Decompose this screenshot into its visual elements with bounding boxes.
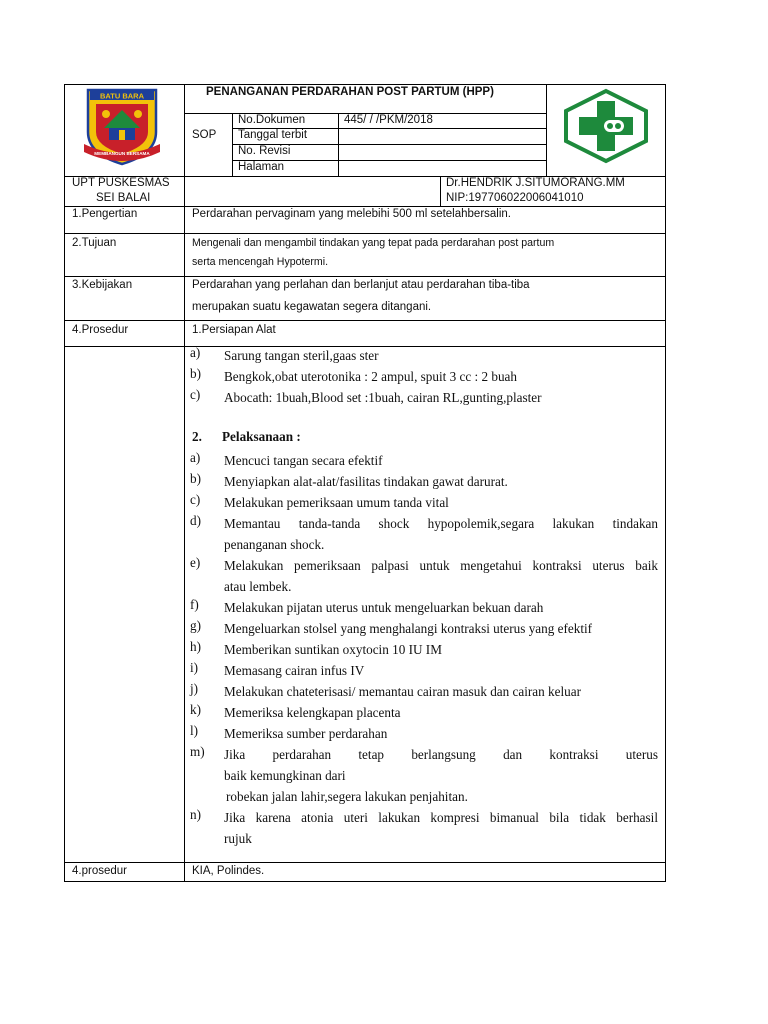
list-marker: a) — [190, 345, 201, 360]
list-marker: f) — [190, 597, 199, 612]
footer-prosedur-text: KIA, Polindes. — [192, 865, 265, 877]
list-marker: k) — [190, 702, 201, 717]
field-label-tanggal-terbit: Tanggal terbit — [238, 129, 308, 141]
signer-name: Dr.HENDRIK J.SITUMORANG.MM — [446, 177, 625, 189]
list-text: Menyiapkan alat-alat/fasilitas tindakan gawat darurat. — [224, 474, 508, 489]
list-marker: d) — [190, 513, 201, 528]
list-marker: b) — [190, 366, 201, 381]
field-value-no-dokumen: 445/ / /PKM/2018 — [344, 114, 433, 126]
table-border-left — [64, 84, 65, 881]
list-text: Melakukan pijatan uterus untuk mengeluarkan bekuan darah — [224, 600, 544, 615]
kebijakan-text-line1: Perdarahan yang perlahan dan berlanjut atau perdarahan tiba-tiba — [192, 279, 530, 291]
list-marker: a) — [190, 450, 201, 465]
list-text: Memeriksa sumber perdarahan — [224, 726, 388, 741]
list-text: Bengkok,obat uterotonika : 2 ampul, spuit 3 cc : 2 buah — [224, 369, 518, 384]
label-column-divider — [184, 84, 185, 881]
list-marker: c) — [190, 387, 201, 402]
list-marker: m) — [190, 744, 205, 759]
org-name-line1: UPT PUSKESMAS — [72, 177, 170, 189]
list-text: Memantau tanda-tanda shock hypopolemik,segara lakukan tindakan — [224, 516, 658, 531]
list-text: Melakukan pemeriksaan umum tanda vital — [224, 495, 449, 510]
list-text: baik kemungkinan dari — [224, 768, 346, 783]
list-marker: b) — [190, 471, 201, 486]
kebijakan-label: 3.Kebijakan — [72, 279, 133, 291]
list-text: Mencuci tangan secara efektif — [224, 453, 383, 468]
list-text: atau lembek. — [224, 579, 292, 594]
crest-banner: MEMBANGUN BERSAMA — [94, 151, 150, 156]
list-marker: j) — [190, 681, 199, 696]
row-line-1 — [64, 233, 666, 234]
pelaksanaan-number: 2. — [192, 429, 202, 444]
list-marker: i) — [190, 660, 199, 675]
list-marker: h) — [190, 639, 201, 654]
table-border-bottom — [64, 881, 666, 882]
signer-divider — [440, 176, 441, 206]
list-text: Melakukan chateterisasi/ memantau cairan masuk dan cairan keluar — [224, 684, 582, 699]
tujuan-text-line1: Mengenali dan mengambil tindakan yang tepat pada perdarahan post partum — [192, 237, 555, 249]
list-text: Memasang cairan infus IV — [224, 663, 365, 678]
list-text: Jika karena atonia uteri lakukan kompresi bimanual bila tidak berhasil — [224, 810, 658, 825]
list-text: penanganan shock. — [224, 537, 325, 552]
row-line-3 — [64, 320, 666, 321]
field-label-no-revisi: No. Revisi — [238, 145, 291, 157]
signer-nip: NIP:197706022006041010 — [446, 192, 584, 204]
list-text: Sarung tangan steril,gaas ster — [224, 348, 379, 363]
list-marker: g) — [190, 618, 201, 633]
kebijakan-text-line2: merupakan suatu kegawatan segera ditangani. — [192, 301, 432, 313]
list-text: Memeriksa kelengkapan placenta — [224, 705, 401, 720]
row-line-5 — [64, 862, 666, 863]
list-text: rujuk — [224, 831, 252, 846]
list-text: robekan jalan lahir,segera lakukan penjahitan. — [226, 789, 468, 804]
field-label-halaman: Halaman — [238, 161, 285, 173]
tujuan-text-line2: serta mencengah Hypotermi. — [192, 256, 329, 268]
list-marker: c) — [190, 492, 201, 507]
table-border-right — [665, 84, 666, 881]
tujuan-label: 2.Tujuan — [72, 237, 117, 249]
pengertian-label: 1.Pengertian — [72, 208, 138, 220]
persiapan-alat-heading: 1.Persiapan Alat — [192, 324, 276, 336]
document-title: PENANGANAN PERDARAHAN POST PARTUM (HPP) — [206, 86, 494, 98]
list-marker: e) — [190, 555, 201, 570]
pelaksanaan-heading: Pelaksanaan : — [222, 429, 301, 444]
logo-column-divider — [546, 84, 547, 176]
prosedur-label: 4.Prosedur — [72, 324, 129, 336]
sop-label: SOP — [192, 129, 217, 141]
list-text: Abocath: 1buah,Blood set :1buah, cairan RL,gunting,plaster — [224, 390, 542, 405]
row-line-2 — [64, 276, 666, 277]
table-border-top — [64, 84, 666, 85]
org-name-line2: SEI BALAI — [96, 192, 151, 204]
field-label-no-dokumen: No.Dokumen — [238, 114, 306, 126]
list-marker: n) — [190, 807, 201, 822]
list-text: Mengeluarkan stolsel yang menghalangi kontraksi uterus yang efektif — [224, 621, 593, 636]
org-row-bottom — [64, 206, 666, 207]
list-text: Jika perdarahan tetap berlangsung dan kontraksi uterus — [224, 747, 658, 762]
puskesmas-logo-icon — [560, 88, 652, 164]
list-text: Memberikan suntikan oxytocin 10 IU IM — [224, 642, 442, 657]
footer-prosedur-label: 4.prosedur — [72, 865, 127, 877]
regency-crest-icon — [82, 86, 162, 166]
list-marker: l) — [190, 723, 199, 738]
pengertian-text: Perdarahan pervaginam yang melebihi 500 ml setelahbersalin. — [192, 208, 511, 220]
crest-title: BATU BARA — [99, 91, 145, 101]
list-text: Melakukan pemeriksaan palpasi untuk mengetahui kontraksi uterus baik — [224, 558, 658, 573]
